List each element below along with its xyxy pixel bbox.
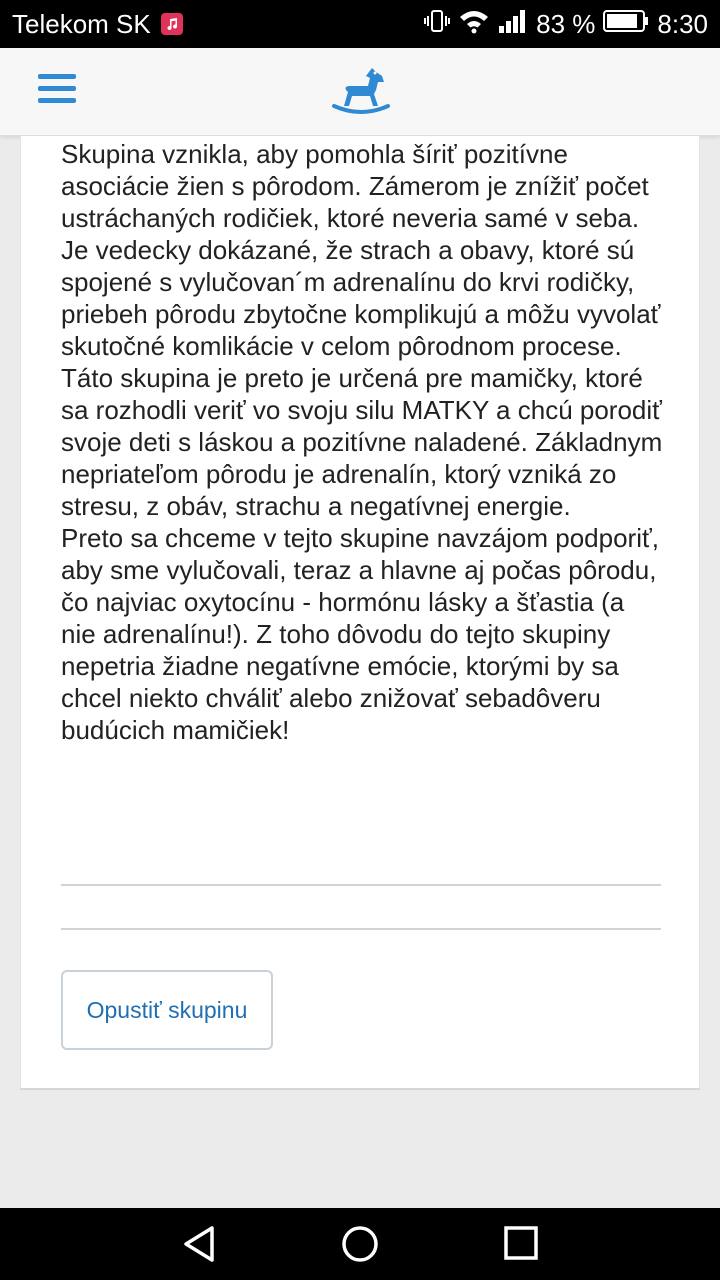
divider	[61, 928, 661, 930]
navigation-bar	[0, 1208, 720, 1280]
battery-percent: 83 %	[536, 8, 596, 39]
description-paragraph: Táto skupina je preto je určená pre mamičky, ktoré sa rozhodli veriť vo svoju silu MATKY a chcú porodiť svoje deti s láskou a pozitívne naladené. Základnym nepriateľom pôrodu je adrenalín, ktorý vzniká zo stresu, z obáv, strachu a negatívnej energie.	[61, 363, 663, 521]
description-paragraph: Preto sa chceme v tejto skupine navzájom podporiť, aby sme vylučovali, teraz a hlavne aj počas pôrodu, čo najviac oxytocínu - hormónu lásky a šťastia (a nie adrenalínu!). Z toho dôvodu do tejto skupiny nepetria žiadne negatívne emócie, ktorými by sa chcel niekto chváliť alebo znižovať sebadôveru budúcich mamičiek!	[61, 523, 659, 745]
description-paragraph: Skupina vznikla, aby pomohla šíriť pozitívne asociácie žien s pôrodom. Zámerom je znížiť počet ustráchaných rodičiek, ktoré neveria samé v seba. Je vedecky dokázané, že strach a obavy, ktoré sú spojené s vylučovan´m adrenalínu do krvi rodičky, priebeh pôrodu zbytočne komplikujú a môžu vyvolať skutočné komlikácie v celom pôrodnom procese.	[61, 139, 661, 361]
hamburger-menu-icon[interactable]	[38, 74, 76, 106]
battery-icon	[603, 9, 649, 40]
signal-icon	[498, 8, 528, 41]
app-header	[0, 48, 720, 136]
divider	[61, 884, 661, 886]
leave-group-button[interactable]: Opustiť skupinu	[61, 970, 273, 1050]
recents-icon[interactable]	[502, 1224, 542, 1264]
wifi-icon	[458, 8, 490, 41]
rocking-horse-logo[interactable]	[330, 64, 392, 118]
group-description	[61, 138, 663, 746]
clock: 8:30	[657, 8, 708, 39]
group-info-card	[20, 136, 700, 1090]
music-icon	[161, 13, 183, 35]
back-icon[interactable]	[180, 1224, 220, 1264]
home-icon[interactable]	[340, 1224, 380, 1264]
vibrate-icon	[424, 8, 450, 41]
status-bar	[0, 0, 720, 48]
carrier-name: Telekom SK	[12, 8, 151, 39]
